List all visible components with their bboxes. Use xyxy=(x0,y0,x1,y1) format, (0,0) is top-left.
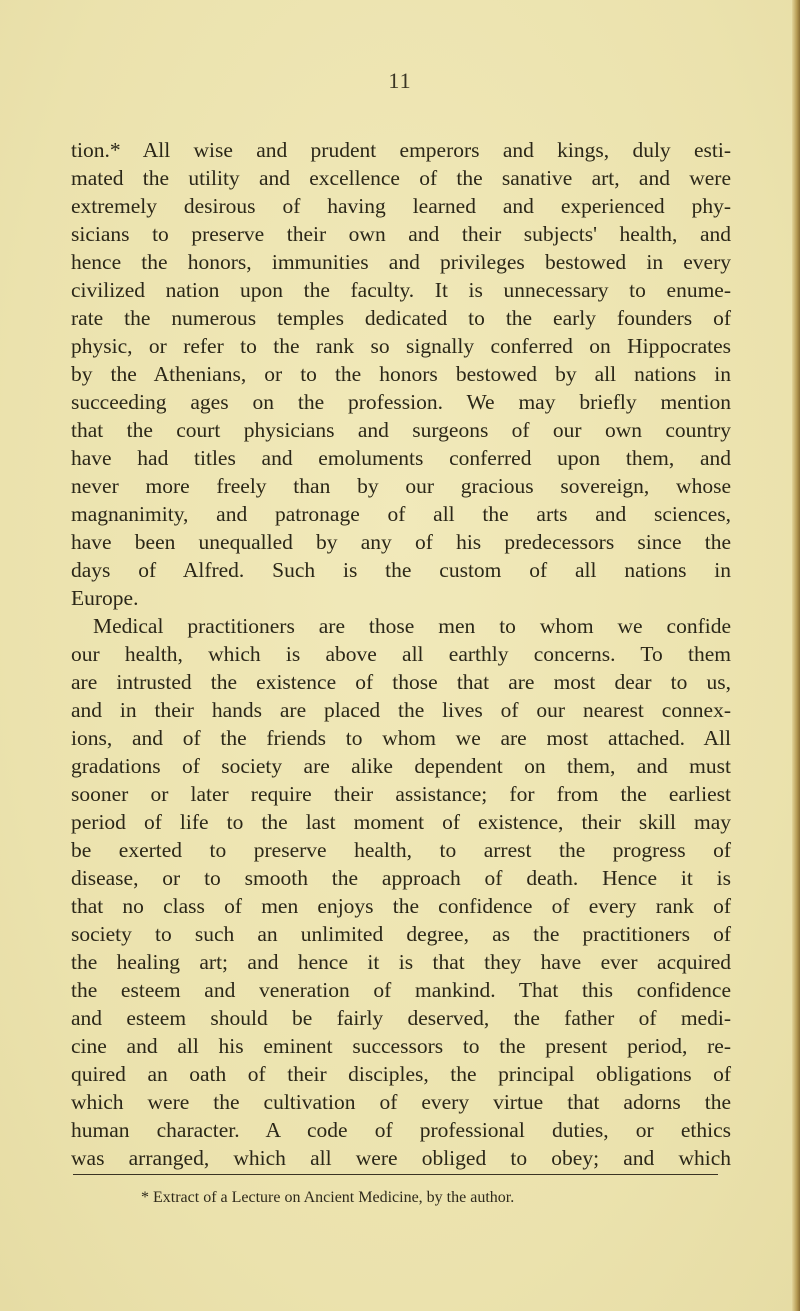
text-line: sooner or later require their assistance; for from the earliest xyxy=(71,782,731,806)
text-line: physic, or refer to the rank so signally conferred on Hippocrates xyxy=(71,334,731,358)
text-line: quired an oath of their disciples, the principal obligations of xyxy=(71,1062,731,1086)
page-edge xyxy=(792,0,800,1311)
text-line: rate the numerous temples dedicated to the early founders of xyxy=(71,306,731,330)
text-line: succeeding ages on the profession. We may briefly mention xyxy=(71,390,731,414)
text-line: our health, which is above all earthly concerns. To them xyxy=(71,642,731,666)
body-text xyxy=(71,136,731,1172)
page-number: 11 xyxy=(388,68,412,93)
text-line: was arranged, which all were obliged to obey; and which xyxy=(71,1146,731,1170)
text-line: ions, and of the friends to whom we are most attached. All xyxy=(71,726,731,750)
text-line: Medical practitioners are those men to whom we confide xyxy=(93,614,731,638)
text-line: human character. A code of professional duties, or ethics xyxy=(71,1118,731,1142)
text-line: have been unequalled by any of his predecessors since the xyxy=(71,530,731,554)
footnote: * Extract of a Lecture on Ancient Medicine, by the author. xyxy=(141,1189,515,1206)
text-line: hence the honors, immunities and privileges bestowed in every xyxy=(71,250,731,274)
text-line: Europe. xyxy=(71,586,139,610)
text-line: disease, or to smooth the approach of death. Hence it is xyxy=(71,866,731,890)
text-line: that no class of men enjoys the confidence of every rank of xyxy=(71,894,731,918)
text-line: are intrusted the existence of those that are most dear to us, xyxy=(71,670,731,694)
text-line: which were the cultivation of every virtue that adorns the xyxy=(71,1090,731,1114)
footnote-rule xyxy=(73,1174,718,1175)
text-line: mated the utility and excellence of the sanative art, and were xyxy=(71,166,731,190)
text-line: the healing art; and hence it is that they have ever acquired xyxy=(71,950,731,974)
text-line: magnanimity, and patronage of all the arts and sciences, xyxy=(71,502,731,526)
text-line: the esteem and veneration of mankind. That this confidence xyxy=(71,978,731,1002)
text-line: be exerted to preserve health, to arrest the progress of xyxy=(71,838,731,862)
text-line: have had titles and emoluments conferred upon them, and xyxy=(71,446,731,470)
text-line: that the court physicians and surgeons of our own country xyxy=(71,418,731,442)
text-line: period of life to the last moment of existence, their skill may xyxy=(71,810,731,834)
text-line: never more freely than by our gracious sovereign, whose xyxy=(71,474,731,498)
text-line: tion.* All wise and prudent emperors and kings, duly esti- xyxy=(71,138,731,162)
text-line: days of Alfred. Such is the custom of all nations in xyxy=(71,558,731,582)
text-line: gradations of society are alike dependent on them, and must xyxy=(71,754,731,778)
text-line: society to such an unlimited degree, as the practitioners of xyxy=(71,922,731,946)
text-line: by the Athenians, or to the honors bestowed by all nations in xyxy=(71,362,731,386)
text-line: cine and all his eminent successors to the present period, re- xyxy=(71,1034,731,1058)
text-line: and in their hands are placed the lives of our nearest connex- xyxy=(71,698,731,722)
text-line: and esteem should be fairly deserved, the father of medi- xyxy=(71,1006,731,1030)
text-line: civilized nation upon the faculty. It is unnecessary to enume- xyxy=(71,278,731,302)
text-line: sicians to preserve their own and their subjects' health, and xyxy=(71,222,731,246)
text-line: extremely desirous of having learned and experienced phy- xyxy=(71,194,731,218)
